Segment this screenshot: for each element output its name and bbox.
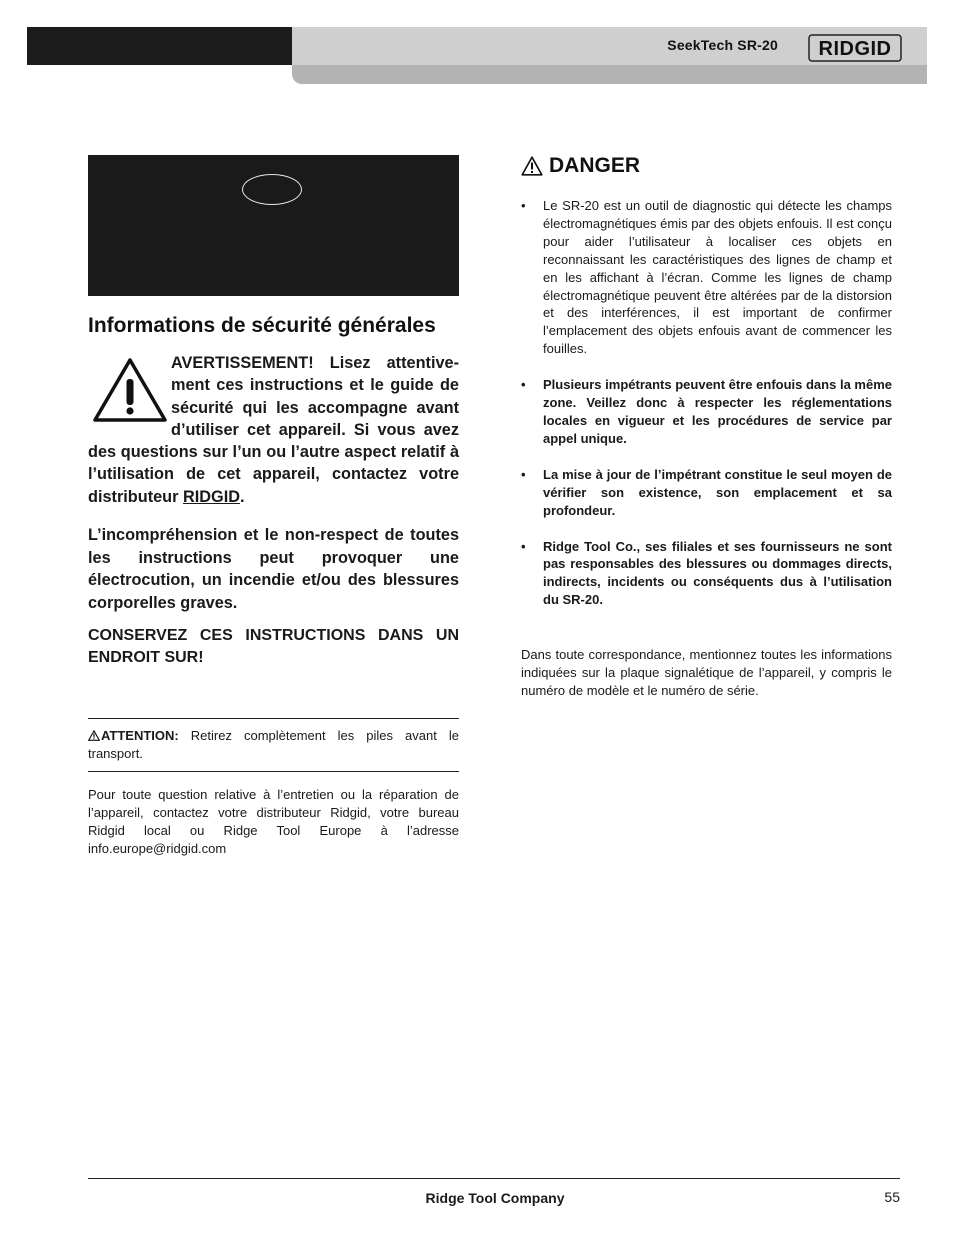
correspondence-note: Dans toute correspondance, mentionnez toutes les informations indiquées sur la plaque signalétique de l’appareil, y compris le numéro de modèle et le numéro de série. — [521, 647, 892, 698]
danger-title: DANGER — [549, 154, 641, 177]
warning-brand: RIDGID — [182, 487, 240, 506]
list-item — [521, 538, 892, 610]
list-item — [521, 466, 892, 520]
attention-icon — [88, 730, 100, 741]
bullet-dot: • — [521, 377, 526, 393]
header-tab — [292, 65, 927, 84]
danger-bullet-list — [521, 197, 892, 627]
bullet-text: Le SR-20 est un outil de diagnostic qui détecte les champs électromagnétiques émis par des objets enfouis. Il est conçu pour aider l’utilisateur à localiser ces objets en reconnaissant les caractéristiques des lignes de champ et en les affichant à l’écran. Comme les lignes de champ électromagnétique peuvent être altérées par de la distorsion et des interférences, il est important de confirmer l’emplacement des objets enfouis avant de commencer les fouilles. — [543, 198, 892, 357]
bullet-dot: • — [521, 198, 526, 213]
divider-top — [88, 718, 459, 719]
attention-note — [88, 727, 459, 763]
warning-icon-spacer — [88, 352, 171, 440]
bullet-dot: • — [521, 466, 526, 482]
bullet-text: Plusieurs impétrants peuvent être enfouis dans la même zone. Veillez donc à respecter les réglementations locales en vigueur et les procédures de service par appel unique. — [543, 377, 892, 446]
bullet-text: La mise à jour de l’impétrant constitue le seul moyen de vérifier son existence, son emplacement et sa profondeur. — [543, 466, 892, 518]
section-title: Informations de sécurité générales — [88, 314, 436, 337]
bullet-text: Ridge Tool Co., ses filiales et ses fournisseurs ne sont pas responsables des blessures ou dommages directs, indirects, incidents ou conséquents dus à l’utilisation du SR-20. — [543, 538, 892, 608]
attention-text: Retirez complètement les piles avant le transport. — [88, 728, 459, 761]
contact-paragraph: Pour toute question relative à l’entretien ou la réparation de l’appareil, contactez votre distributeur Ridgid, votre bureau Ridgid local ou Ridge Tool Europe à l’adresse info.europe@ridgid.com — [88, 787, 459, 856]
warning-end: . — [239, 487, 245, 506]
divider-bottom — [88, 771, 459, 772]
list-item — [521, 197, 892, 358]
header-black-bar — [27, 27, 292, 65]
model-name: SeekTech SR-20 — [667, 37, 778, 53]
page-number: 55 — [884, 1189, 900, 1205]
svg-text:RIDGID: RIDGID — [818, 38, 892, 60]
attention-label: ATTENTION: — [101, 728, 179, 743]
danger-heading — [521, 153, 640, 179]
ridgid-logo — [808, 34, 902, 62]
footer-company: Ridge Tool Company — [425, 1190, 565, 1206]
misuse-warning: L’incompréhension et le non-respect de toutes les instructions peut provoquer une électrocution, un incendie et/ou des blessures corporelles graves. — [88, 526, 459, 612]
bullet-dot: • — [521, 538, 526, 554]
warning-text: AVERTISSEMENT! Lisez attentivement ces instructions et le guide de sécurité qui les accompagne avant d’utiliser cet appareil. Si vous avez des questions sur l’un ou l’autre aspect relatif à l’utilisation de cet appareil, contactez votre distributeur — [88, 354, 459, 506]
header-image-box — [88, 155, 459, 296]
keep-instructions: CONSERVEZ CES INSTRUCTIONS DANS UN ENDROIT SUR! — [88, 627, 459, 666]
warning-paragraph — [88, 352, 459, 508]
oval-outline — [242, 174, 302, 205]
danger-icon — [521, 156, 543, 176]
list-item — [521, 376, 892, 448]
footer-rule — [88, 1178, 900, 1179]
